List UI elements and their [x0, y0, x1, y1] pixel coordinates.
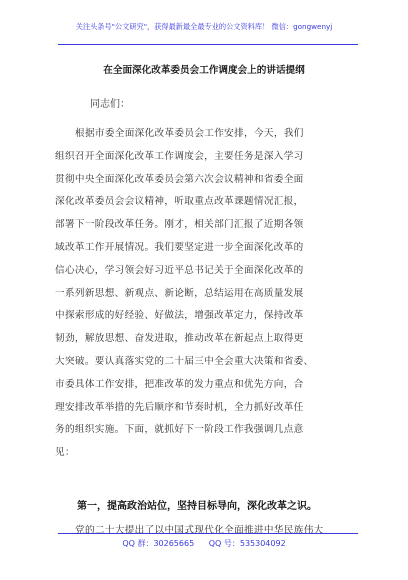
footer-divider — [58, 533, 358, 534]
paragraph-line: 贯彻中央全面深化改革委员会第六次会议精神和省委全面 — [55, 173, 304, 185]
document-title: 在全面深化改革委员会工作调度会上的讲话提纲 — [103, 65, 305, 76]
paragraph-line: 一系列新思想、新观点、新论断，总结运用在高质量发展 — [55, 287, 304, 299]
paragraph-line: 市委具体工作安排，把准改革的发力重点和优先方向，合 — [55, 378, 304, 390]
paragraph-line: 理安排改革举措的先后顺序和节奏时机，全力抓好改革任 — [55, 401, 304, 413]
footer-qq-group: QQ 群：30265665 — [122, 539, 195, 548]
paragraph-line: 见： — [55, 447, 75, 459]
paragraph-line: 部署下一阶段改革任务。刚才，相关部门汇报了近期各领 — [55, 219, 304, 231]
paragraph-line: 党的二十大提出了以中国式现代化全面推进中华民族伟大 — [75, 525, 324, 536]
paragraph-line: 务的组织实施。下面，就抓好下一阶段工作我强调几点意 — [55, 424, 304, 436]
paragraph-line: 信心决心，学习领会好习近平总书记关于全面深化改革的 — [55, 264, 304, 276]
paragraph-line: 域改革工作开展情况。我们要坚定进一步全面深化改革的 — [55, 241, 304, 253]
footer-contact — [0, 538, 408, 549]
paragraph-line: 韧劲，解放思想、奋发进取，推动改革在新起点上取得更 — [55, 333, 304, 345]
footer-qq-number: QQ 号：535304092 — [208, 539, 286, 548]
paragraph-line: 深化改革委员会会议精神，听取重点改革课题情况汇报， — [55, 196, 304, 208]
paragraph-line: 大突破。要认真落实党的二十届三中全会重大决策和省委、 — [55, 355, 314, 367]
paragraph-line: 组织召开全面深化改革工作调度会，主要任务是深入学习 — [55, 150, 304, 162]
paragraph-line: 中探索形成的好经验、好做法，增强改革定力，保持改革 — [55, 310, 304, 322]
body-paragraph — [55, 123, 355, 465]
header-divider — [58, 44, 358, 45]
header-promo-note: 关注头条号"公文研究"，获得最新最全最专业的公文资料库！ 微信：gongwenyj — [75, 22, 333, 31]
section-heading: 第一，提高政治站位，坚持目标导向，深化改革之识。 — [77, 501, 317, 512]
paragraph-line: 根据市委全面深化改革委员会工作安排，今天，我们 — [75, 128, 304, 139]
salutation: 同志们： — [90, 99, 130, 110]
